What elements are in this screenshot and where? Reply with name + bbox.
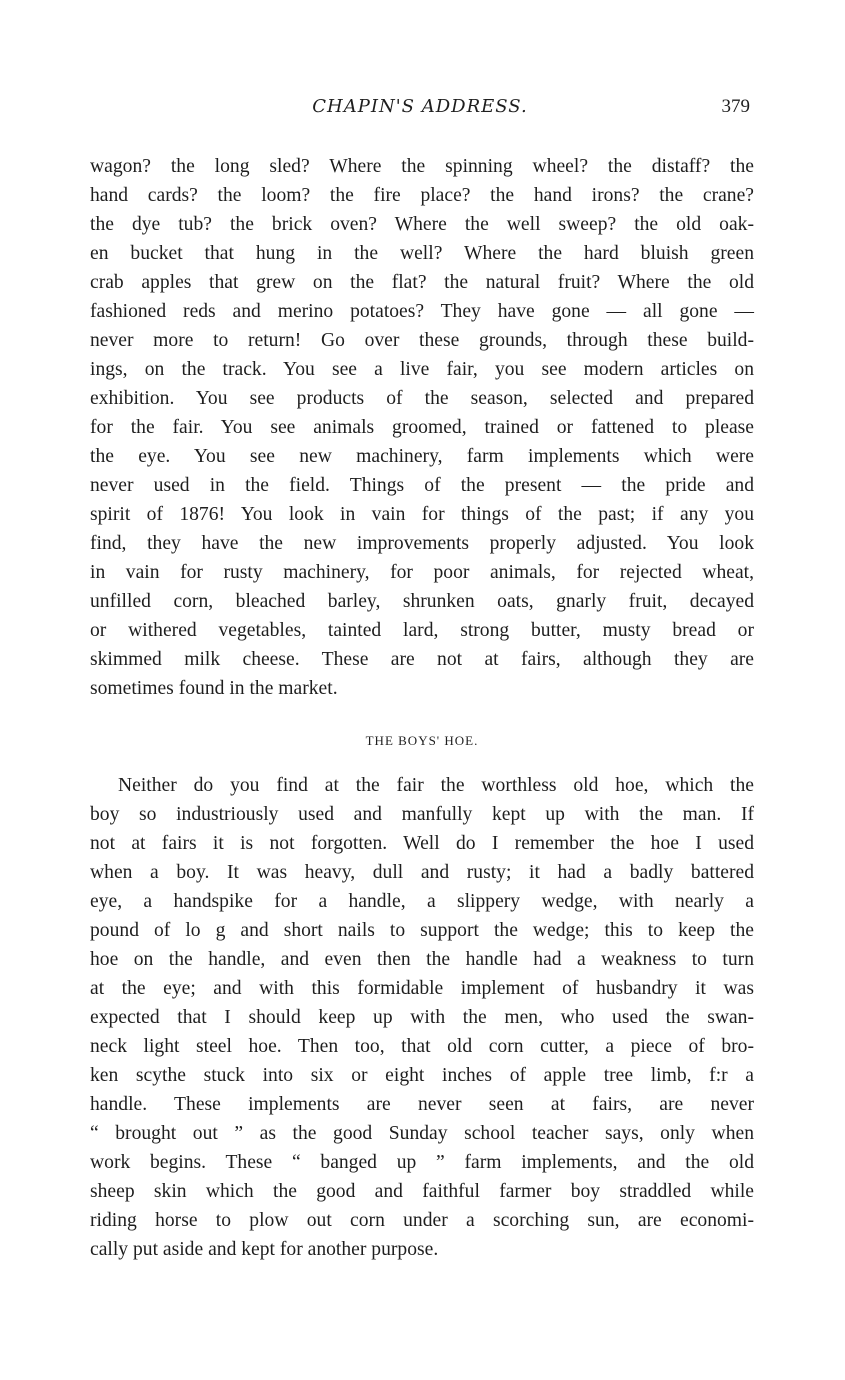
text-line: eye, a handspike for a handle, a slippery wedge, with nearly a [90, 891, 754, 912]
text-line: spirit of 1876! You look in vain for things of the past; if any you [90, 504, 754, 525]
text-line: skimmed milk cheese. These are not at fairs, although they are [90, 649, 754, 670]
text-line: hand cards? the loom? the fire place? the hand irons? the crane? [90, 185, 754, 206]
text-line: ken scythe stuck into six or eight inches of apple tree limb, f:r a [90, 1065, 754, 1086]
text-line: exhibition. You see products of the season, selected and prepared [90, 388, 754, 409]
text-line: or withered vegetables, tainted lard, strong butter, musty bread or [90, 620, 754, 641]
text-line: en bucket that hung in the well? Where the hard bluish green [90, 243, 754, 264]
text-line: sheep skin which the good and faithful farmer boy straddled while [90, 1181, 754, 1202]
section-heading: THE BOYS' HOE. [365, 733, 479, 748]
paragraph-continuation [90, 152, 754, 703]
running-title: CHAPIN'S ADDRESS. [312, 96, 528, 117]
text-line: handle. These implements are never seen at fairs, are never [90, 1094, 754, 1115]
text-line: sometimes found in the market. [90, 678, 338, 699]
text-line: fashioned reds and merino potatoes? They have gone — all gone — [90, 301, 754, 322]
running-head [90, 96, 750, 132]
text-line: “ brought out ” as the good Sunday school teacher says, only when [90, 1123, 754, 1144]
text-line: riding horse to plow out corn under a scorching sun, are economi- [90, 1210, 754, 1231]
text-line: at the eye; and with this formidable implement of husbandry it was [90, 978, 754, 999]
text-line: not at fairs it is not forgotten. Well do I remember the hoe I used [90, 833, 754, 854]
text-line: for the fair. You see animals groomed, trained or fattened to please [90, 417, 754, 438]
text-line: cally put aside and kept for another purpose. [90, 1239, 439, 1260]
text-line: boy so industriously used and manfully kept up with the man. If [90, 804, 754, 825]
text-line: the dye tub? the brick oven? Where the well sweep? the old oak- [90, 214, 754, 235]
text-line: pound of lo g and short nails to support the wedge; this to keep the [90, 920, 754, 941]
text-line: never used in the field. Things of the present — the pride and [90, 475, 754, 496]
text-line: work begins. These “ banged up ” farm implements, and the old [90, 1152, 754, 1173]
text-line: neck light steel hoe. Then too, that old corn cutter, a piece of bro- [90, 1036, 754, 1057]
text-line: find, they have the new improvements properly adjusted. You look [90, 533, 754, 554]
text-line: never more to return! Go over these grounds, through these build- [90, 330, 754, 351]
text-line: Neither do you find at the fair the worthless old hoe, which the [118, 775, 754, 796]
page-number: 379 [721, 96, 750, 117]
text-line: the eye. You see new machinery, farm implements which were [90, 446, 754, 467]
text-line: when a boy. It was heavy, dull and rusty; it had a badly battered [90, 862, 754, 883]
text-line: hoe on the handle, and even then the handle had a weakness to turn [90, 949, 754, 970]
text-line: in vain for rusty machinery, for poor animals, for rejected wheat, [90, 562, 754, 583]
text-line: wagon? the long sled? Where the spinning wheel? the distaff? the [90, 156, 754, 177]
text-line: unfilled corn, bleached barley, shrunken oats, gnarly fruit, decayed [90, 591, 754, 612]
paragraph-boys-hoe [90, 771, 754, 1264]
text-line: crab apples that grew on the flat? the natural fruit? Where the old [90, 272, 754, 293]
text-line: expected that I should keep up with the men, who used the swan- [90, 1007, 754, 1028]
text-line: ings, on the track. You see a live fair, you see modern articles on [90, 359, 754, 380]
